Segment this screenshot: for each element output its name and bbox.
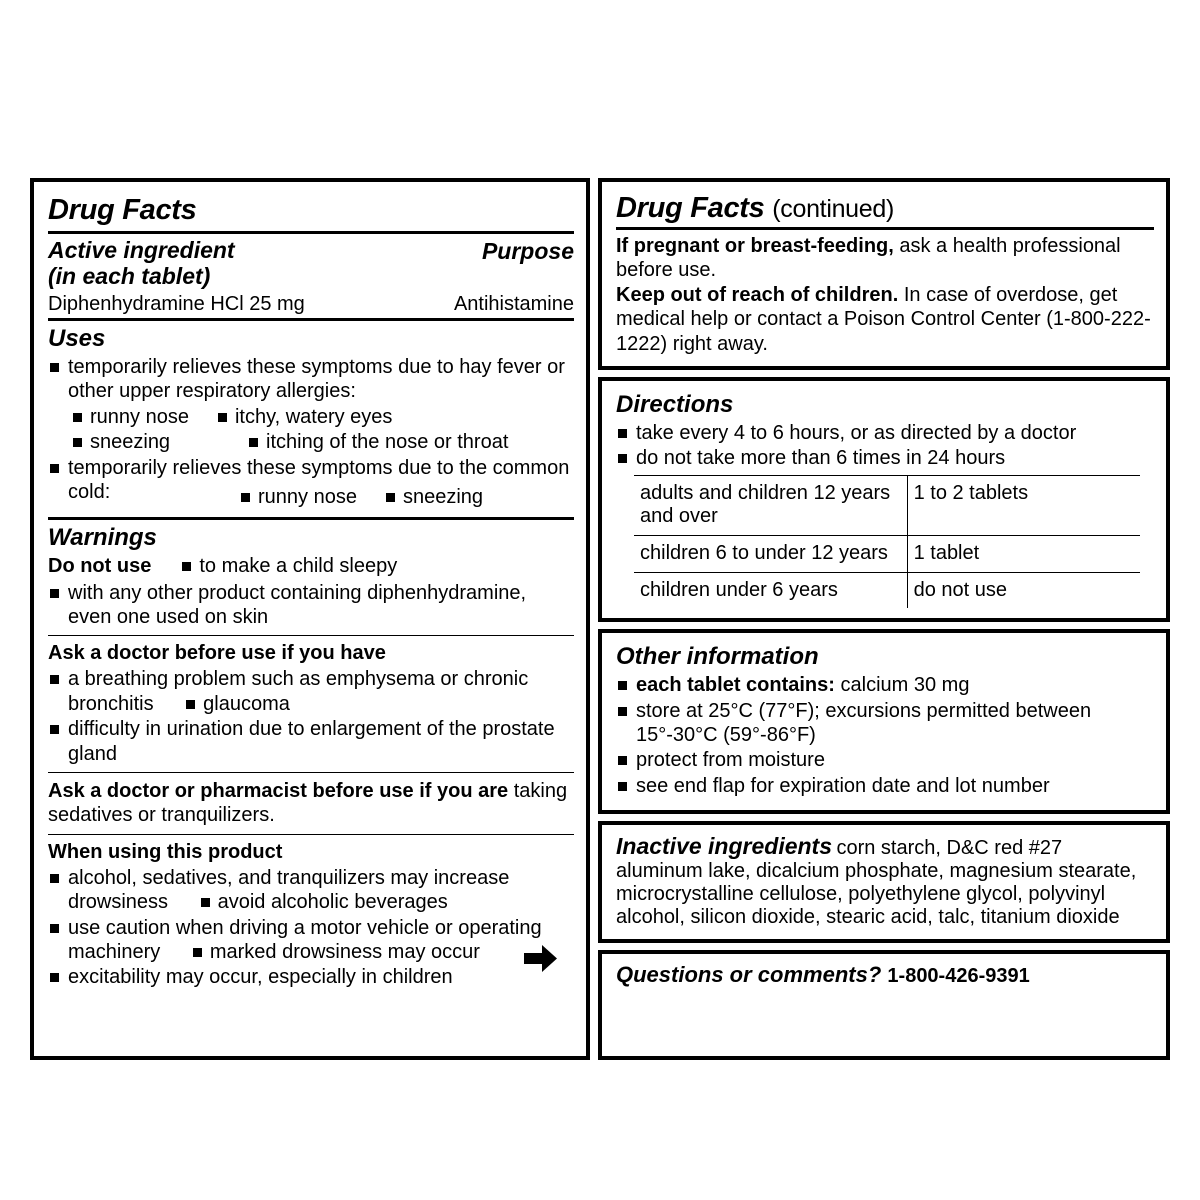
do-not-use-row	[48, 554, 574, 578]
inactive-ingredients-row	[616, 833, 1154, 929]
uses-sub-row-2	[70, 430, 574, 454]
keep-out-rest: In case of overdose, get medical help or contact a Poison Control Center (1-800-222-1222) right away.	[616, 283, 1151, 355]
divider	[48, 834, 574, 835]
directions-box	[598, 377, 1170, 622]
each-tablet-label: each tablet contains:	[636, 674, 835, 697]
questions-row	[616, 962, 1154, 988]
when-using-heading: When using this product	[48, 840, 283, 863]
pregnancy-bold: If pregnant or breast-feeding,	[616, 235, 894, 257]
continued-suffix: (continued)	[772, 195, 895, 223]
directions-list	[616, 421, 1154, 471]
continued-title-text: Drug Facts	[616, 192, 765, 224]
table-cell-age: children under 6 years	[634, 572, 907, 608]
list-item: do not take more than 6 times in 24 hours	[616, 446, 1154, 470]
active-ingredient-header	[48, 238, 574, 290]
list-item	[48, 866, 574, 915]
other-information-heading: Other information	[616, 643, 819, 671]
do-not-use-list	[48, 581, 574, 630]
divider	[48, 772, 574, 773]
other-information-box	[598, 629, 1170, 814]
active-ingredient-row	[48, 292, 574, 316]
table-cell-dose: do not use	[913, 578, 1007, 601]
ask-doctor-heading: Ask a doctor before use if you have	[48, 642, 386, 665]
list-item	[48, 667, 574, 716]
table-cell-age: children 6 to under 12 years	[634, 535, 907, 572]
inactive-ingredients-box	[598, 821, 1170, 943]
list-item: protect from moisture	[616, 748, 1154, 772]
list-item: with any other product containing diphenhydramine, even one used on skin	[48, 581, 574, 630]
pregnancy-text	[616, 234, 1154, 283]
right-panel	[598, 178, 1170, 1060]
dosage-table	[634, 475, 1140, 608]
table-cell-dose: 1 tablet	[907, 535, 1140, 572]
list-item: sneezing	[383, 485, 483, 509]
uses-sub-row-1	[70, 405, 574, 429]
ask-doctor-item-0: a breathing problem such as emphysema or chronic bronchitis	[68, 668, 529, 715]
keep-out-bold: Keep out of reach of children.	[616, 283, 899, 306]
keep-out-text	[616, 283, 1154, 356]
when-using-item-2: use caution when driving a motor vehicle or operating machinery	[68, 916, 542, 963]
list-item: store at 25°C (77°F); excursions permitted between 15°-30°C (59°-86°F)	[616, 699, 1154, 748]
list-item: temporarily relieves these symptoms due to hay fever or other upper respiratory allergies:	[48, 355, 574, 404]
ask-doctor-item-1: glaucoma	[183, 692, 290, 716]
ask-pharmacist-row	[48, 779, 574, 828]
pregnancy-rest: ask a health professional before use.	[616, 235, 1121, 282]
ask-pharmacist-tail: taking sedatives or tranquilizers.	[48, 779, 568, 827]
active-ingredient-value: Diphenhydramine HCl 25 mg	[48, 292, 305, 315]
uses-rule	[48, 318, 574, 321]
table-cell-dose: 1 to 2 tablets	[907, 475, 1140, 535]
warnings-rule	[48, 517, 574, 520]
questions-box	[598, 950, 1170, 1060]
other-information-list	[616, 673, 1154, 798]
continued-rule	[616, 227, 1154, 230]
uses-list	[48, 355, 574, 404]
list-item: sneezing	[70, 430, 220, 454]
when-using-item-3: marked drowsiness may occur	[190, 940, 480, 964]
divider	[48, 635, 574, 636]
panels-container	[30, 178, 1170, 1060]
inactive-ingredients-body: corn starch, D&C red #27 aluminum lake, dicalcium phosphate, magnesium stearate, microcrystalline cellulose, polyethylene glycol, polyvinyl alcohol, silicon dioxide, stearic acid, talc, titanium dioxide	[616, 837, 1137, 929]
list-item: runny nose	[70, 405, 189, 429]
questions-phone[interactable]: 1-800-426-9391	[887, 965, 1030, 988]
list-item: itching of the nose or throat	[246, 430, 508, 454]
list-item: to make a child sleepy	[179, 554, 397, 578]
list-item: itchy, watery eyes	[215, 405, 392, 429]
list-item: temporarily relieves these symptoms due to the common cold:	[48, 456, 574, 505]
list-item: difficulty in urination due to enlargement of the prostate gland	[48, 717, 574, 766]
purpose-value: Antihistamine	[453, 292, 574, 315]
ask-pharmacist-heading: Ask a doctor or pharmacist before use if you are	[48, 779, 509, 802]
list-item	[616, 673, 1154, 697]
title-rule	[48, 231, 574, 234]
when-using-item-0: alcohol, sedatives, and tranquilizers may increase drowsiness	[68, 866, 510, 914]
table-row	[634, 475, 1140, 535]
page-title-continued	[616, 192, 1154, 225]
page-title: Drug Facts	[48, 194, 197, 226]
purpose-label: Purpose	[481, 238, 574, 264]
directions-heading: Directions	[616, 390, 734, 418]
when-using-list	[48, 866, 574, 990]
list-item	[48, 916, 574, 965]
continued-box	[598, 178, 1170, 370]
inactive-ingredients-heading: Inactive ingredients	[616, 833, 833, 860]
list-item: runny nose	[238, 485, 357, 509]
warnings-heading: Warnings	[48, 524, 157, 552]
do-not-use-label: Do not use	[48, 555, 152, 578]
table-row	[634, 535, 1140, 572]
list-item: take every 4 to 6 hours, or as directed by a doctor	[616, 421, 1154, 445]
uses-heading: Uses	[48, 324, 106, 352]
when-using-item-1: avoid alcoholic beverages	[198, 890, 448, 914]
left-panel	[30, 178, 590, 1060]
table-row	[634, 572, 1140, 608]
list-item: excitability may occur, especially in children	[48, 965, 574, 989]
each-tablet-value: calcium 30 mg	[840, 674, 970, 697]
active-ingredient-label-line2: (in each tablet)	[48, 262, 211, 289]
questions-label: Questions or comments?	[616, 962, 882, 988]
ask-doctor-list	[48, 667, 574, 766]
list-item: see end flap for expiration date and lot number	[616, 774, 1154, 798]
table-cell-age: adults and children 12 years and over	[634, 475, 907, 535]
active-ingredient-label-line1: Active ingredient	[48, 237, 235, 263]
